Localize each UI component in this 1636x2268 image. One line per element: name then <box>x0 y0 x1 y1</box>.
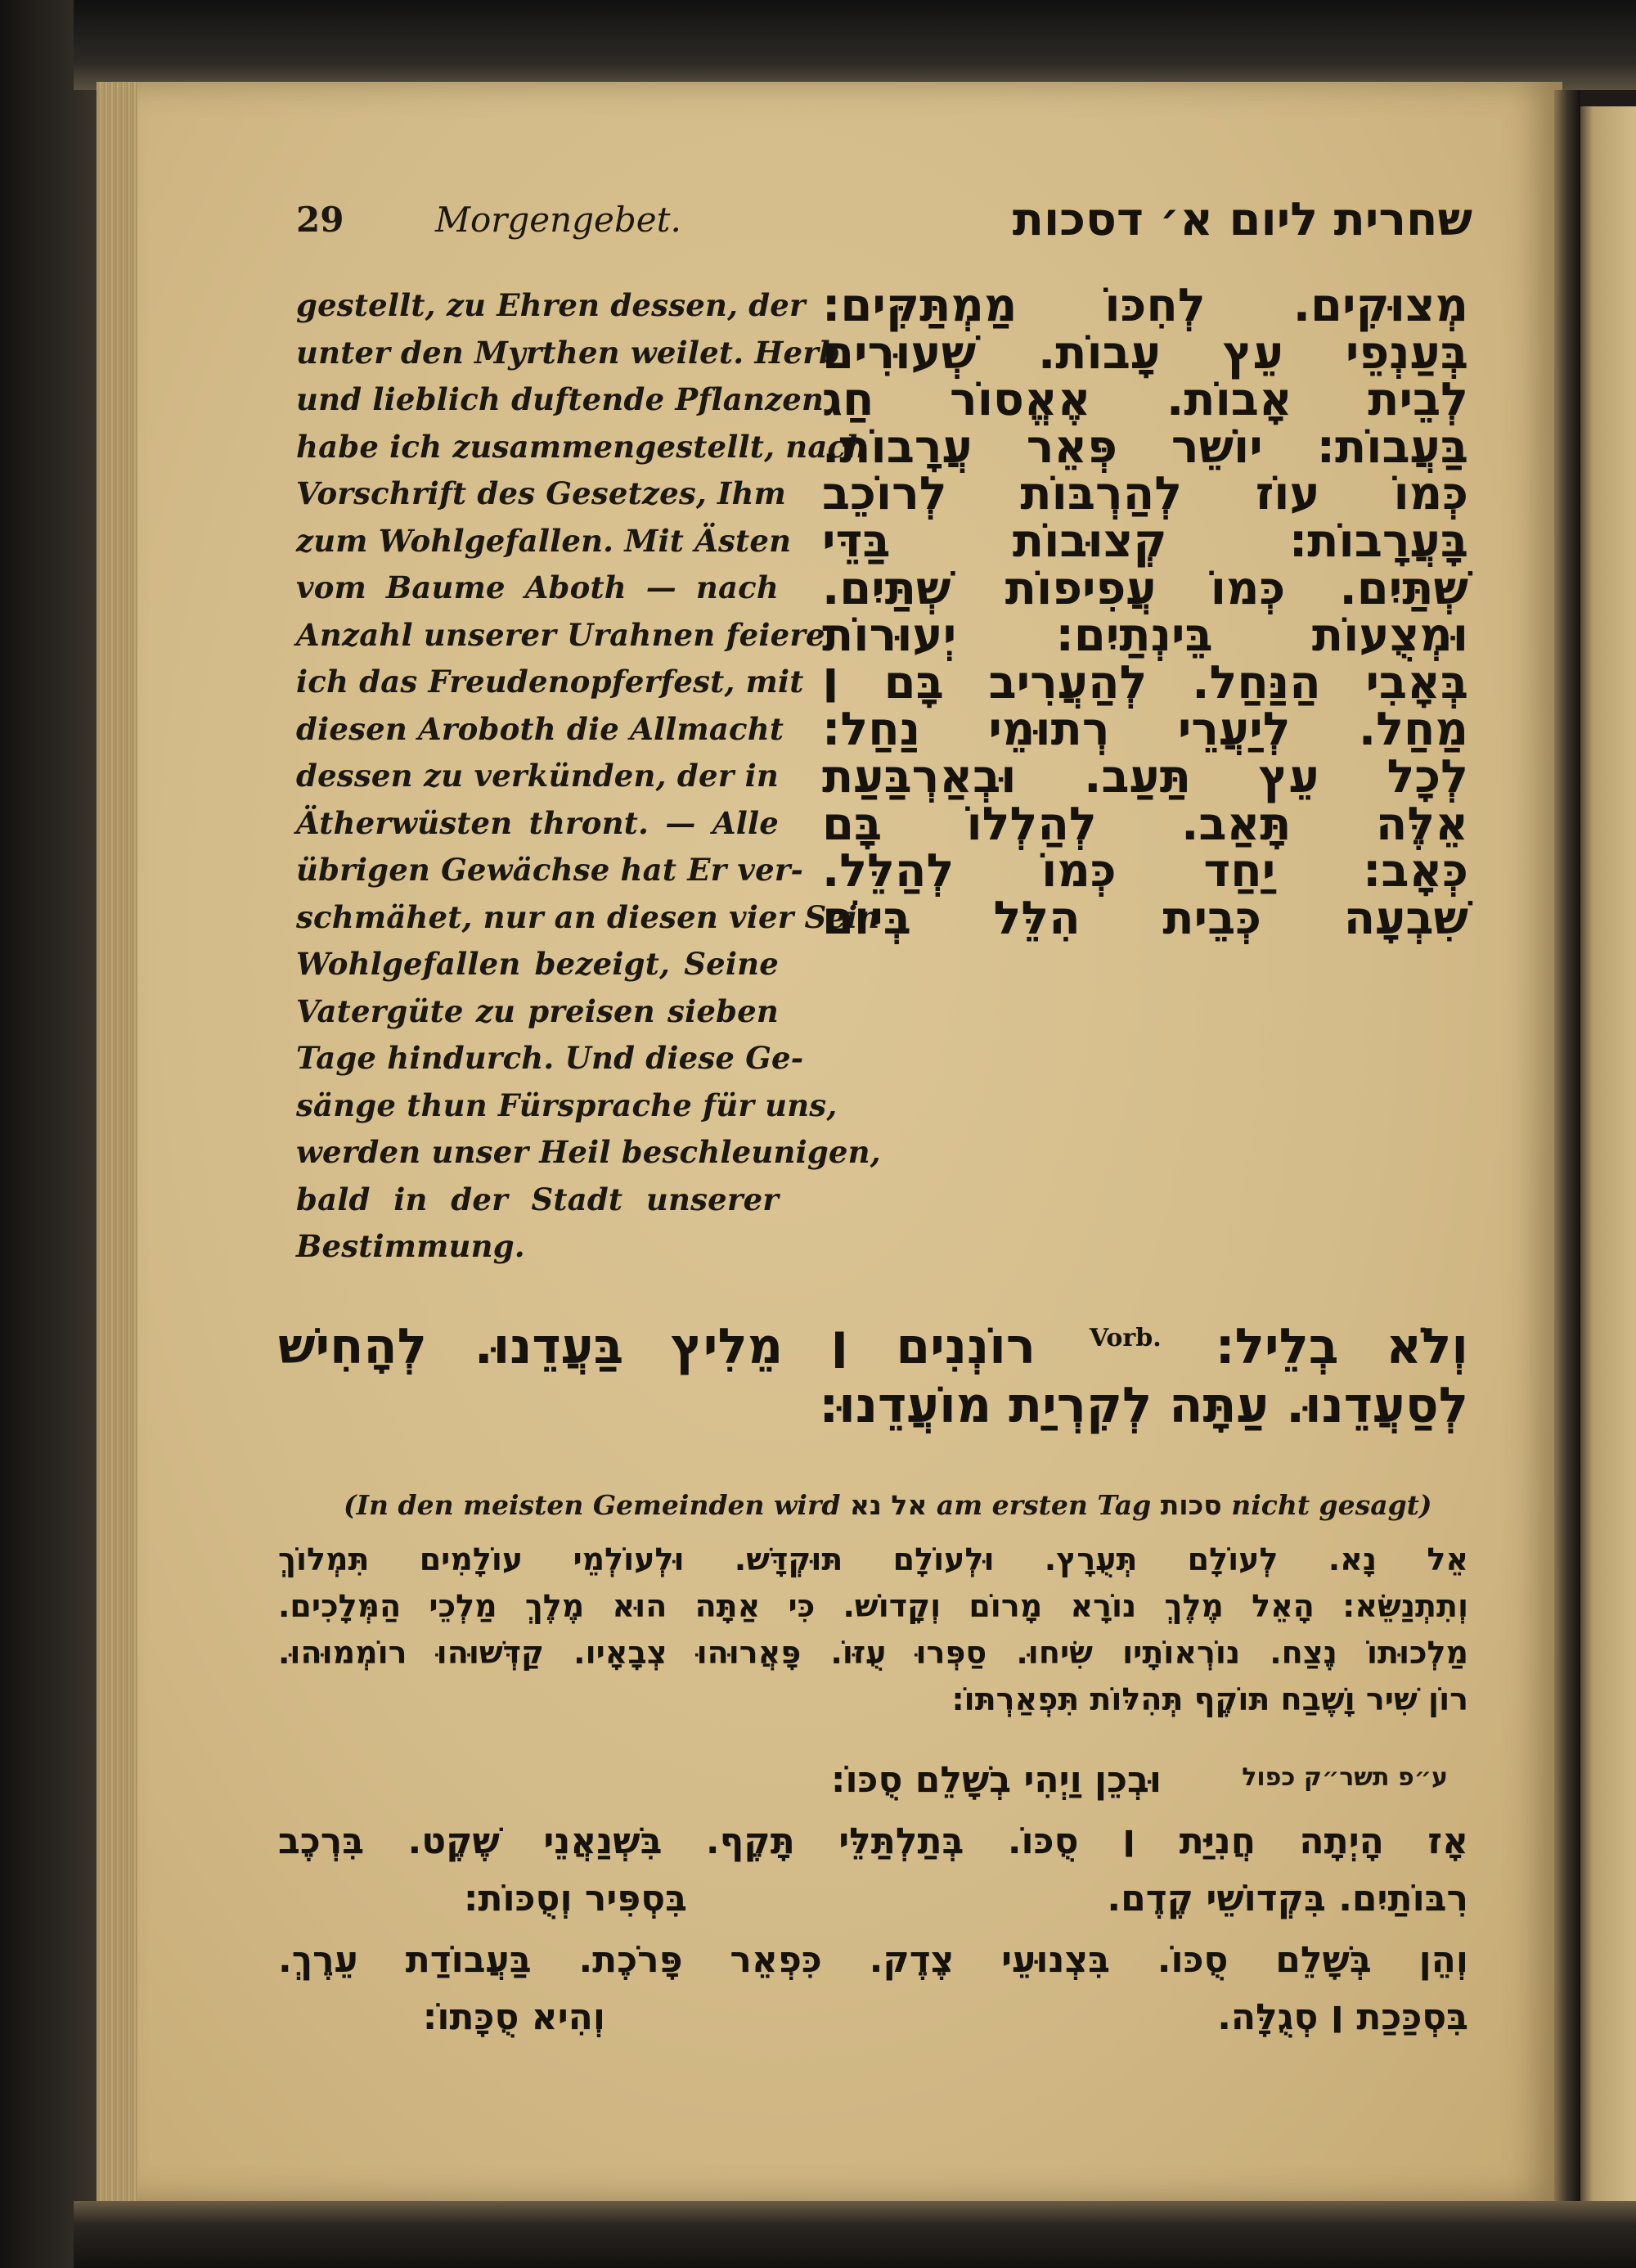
piyut-line: בִּסְפִּיר וְסֻכּוֹת: <box>463 1878 687 1919</box>
note-text: (In den meisten Gemeinden wird <box>344 1489 841 1521</box>
page-number: 29 <box>296 200 344 240</box>
el-na-paragraph <box>278 1537 1468 1723</box>
german-line: dessen zu verkünden, der in <box>296 758 779 794</box>
hebrew-line: מַחַל. לְיַעֲרֵי רְתוּמֵי נַחַל: <box>822 703 1468 757</box>
hebrew-small-line: רוֹן שִׁיר וָשֶׁבַח תּוֹקֶף תְּהִלּוֹת תִּפְאַרְתּוֹ: <box>951 1681 1468 1717</box>
note-text: am ersten Tag <box>936 1489 1152 1521</box>
german-line: Vatergüte zu preisen sieben <box>296 992 779 1029</box>
hebrew-line: וּמְצֻעוֹת בֵּינְתַיִם: יְעוּרוֹת <box>822 609 1468 663</box>
hebrew-line: שְׁתַּיִם. כְּמוֹ עֲפִיפוֹת שְׁתַּיִם. <box>822 561 1468 615</box>
german-line: unter den Myrthen weilet. Herb <box>296 334 841 371</box>
piyut-line: וְהִיא סֻכָּתוֹ: <box>422 1996 605 2038</box>
hebrew-small-line: מַלְכוּתוֹ נֶצַח. נוֹרְאוֹתָיו שִׂיחוּ. סַפְּרוּ עֻזּוֹ. פָּאֲרוּהוּ צְבָאָיו. קַדְּשׁוּהוּ רוֹמְמוּהוּ. <box>278 1635 1468 1671</box>
hebrew-line: כְּאָב: יַחַד כְּמוֹ לְהַלֵּל. <box>822 844 1468 898</box>
hebrew-wide-line <box>278 1305 1468 1375</box>
hebrew-line: בְּאָבִי הַנַּחַל. לְהַעֲרִיב בָּם ׀ <box>822 655 1468 709</box>
german-translation-column <box>296 282 881 1271</box>
hebrew-line: בָּעֲרָבוֹת: קְצוּבוֹת בַּדֵּי <box>822 514 1468 568</box>
note-hebrew-term: סכות <box>1160 1489 1222 1521</box>
running-head-german: Morgengebet. <box>435 200 681 240</box>
hebrew-small-line: אֵל נָא. לְעוֹלָם תְּעֻרָץ. וּלְעוֹלָם תּוּקְדָּשׁ. וּלְעוֹלְמֵי עוֹלָמִים תִּמְלוֹךְ <box>278 1541 1468 1577</box>
german-line: ich das Freudenopferfest, mit <box>296 664 804 700</box>
hebrew-line: מְצוּקִים. לְחִכּוֹ מַמְתַּקִּים: <box>822 279 1468 332</box>
german-line: zum Wohlgefallen. Mit Ästen <box>296 522 792 559</box>
hebrew-small-line: וְתִתְנַשֵּׂא: הָאֵל מֶלֶךְ נוֹרָא מָרוֹם וְקָדוֹשׁ. כִּי אַתָּה הוּא מֶלֶךְ מַלְכֵי הַמְּלָכִים. <box>278 1588 1468 1624</box>
german-line: Vorschrift des Gesetzes, Ihm <box>296 475 787 511</box>
german-line: bald in der Stadt unserer <box>296 1181 779 1217</box>
hebrew-line: בְּעַנְפֵי עֵץ עָבוֹת. שְׁעוּרִים <box>822 326 1468 380</box>
german-line: habe ich zusammengestellt, nach <box>296 428 869 465</box>
piyut-line: וּבְכֵן וַיְהִי בְשָׁלֵם סֻכּוֹ: <box>830 1759 1162 1801</box>
german-line: gestellt, zu Ehren dessen, der <box>296 287 806 323</box>
german-line: Wohlgefallen bezeigt, Seine <box>296 946 779 982</box>
hebrew-wide-lines <box>278 1305 1468 1439</box>
german-line: diesen Aroboth die Allmacht <box>296 710 784 747</box>
hebrew-line: אֵלֶּה תָּאַב. לְהַלְלוֹ בָּם <box>822 797 1468 851</box>
german-line: Anzahl unserer Urahnen feiere <box>296 616 825 653</box>
german-line: übrigen Gewächse hat Er ver- <box>296 852 804 888</box>
book-cover-bottom <box>74 2201 1636 2268</box>
german-line: schmähet, nur an diesen vier Sein <box>296 898 880 935</box>
rubric-note <box>344 1489 1432 1521</box>
book-gutter <box>1554 90 1580 2201</box>
piyut-line: בִּסְכַּכַת ׀ סְגֻלָּה. <box>1217 1996 1468 2038</box>
vorbeter-label: Vorb. <box>1089 1324 1162 1352</box>
book-cover-left <box>0 0 98 2268</box>
hebrew-line: כְּמוֹ עוֹז לְהַרְבּוֹת לְרוֹכֵב <box>822 467 1468 521</box>
hebrew-wide-line-continuation: רוֹנְנִים ׀ מֵלִיץ בַּעֲדֵנוּ. לְהָחִישׁ <box>278 1318 1036 1375</box>
piyut-line: וְהֵן בְּשָׁלֵם סֻכּוֹ. בִּצְנוּעֵי צֶדֶק. כִּפְאֵר פָּרֹכֶת. בַּעֲבוֹדַת עֵרֶךְ. <box>278 1939 1468 1981</box>
piyut-line: רִבּוֹתַיִם. בִּקְדוֹשֵׁי קֶדֶם. <box>1107 1878 1468 1919</box>
note-hebrew-term: אל נא <box>849 1489 928 1521</box>
hebrew-text-column <box>822 279 1468 945</box>
piyut-line: אָז הָיְתָה חֲנִיַּת ׀ סֻכּוֹ. בְּתַלְתַּלֵּי תָּקֶף. בִּשְׁנַאֲנֵי שֶׁקֶט. בִּרְכֶב <box>278 1820 1468 1862</box>
hebrew-line: לְבֵית אָבוֹת. אֶאֱסוֹר חַג <box>822 373 1468 427</box>
next-page-edge <box>1575 106 1636 2201</box>
hebrew-line: לְכָל עֵץ תַּעַב. וּבְאַרְבַּעַת <box>822 749 1468 803</box>
hebrew-wide-line-end: וְלֹא בְלֵיל: <box>1215 1318 1468 1375</box>
german-line: Ätherwüsten thront. — Alle <box>296 804 779 841</box>
german-line: Tage hindurch. Und diese Ge- <box>296 1040 804 1076</box>
hebrew-line: בַּעֲבוֹת: יוֹשֵׁר פְּאֵר עֲרָבוֹת. <box>822 420 1468 474</box>
german-line: vom Baume Aboth — nach <box>296 569 779 605</box>
book-cover-top <box>74 0 1636 90</box>
running-head-hebrew: שחרית ליום א׳ דסכות <box>1012 193 1472 246</box>
acrostic-label: ע״פ תשר״ק כפול <box>1242 1763 1448 1792</box>
hebrew-line: שִׁבְעָה כְּבֵית הִלֵּל בְּיוֹם <box>822 891 1468 945</box>
german-line: und lieblich duftende Pflanzen <box>296 381 825 417</box>
german-line: sänge thun Fürsprache für uns, <box>296 1087 838 1123</box>
note-text: nicht gesagt) <box>1231 1489 1432 1521</box>
hebrew-wide-line: לְסַעֲדֵנוּ. עַתָּה לְקִרְיַת מוֹעֲדֵנוּ: <box>819 1377 1468 1434</box>
german-line: Bestimmung. <box>296 1228 525 1264</box>
german-line: werden unser Heil beschleunigen, <box>296 1134 881 1170</box>
